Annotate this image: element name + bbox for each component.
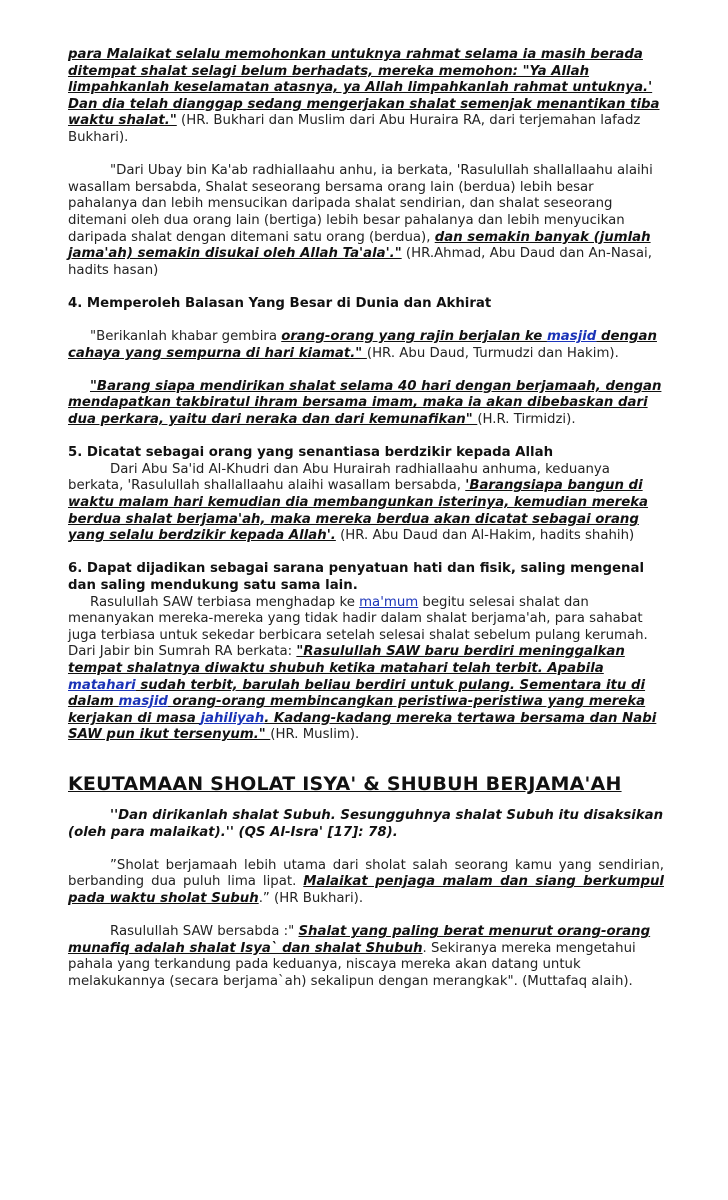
hadith-quote: Malaikat penjaga malam dan siang berkumpul pada waktu sholat Subuh	[68, 874, 664, 906]
hadith-source: . Sekiranya mereka mengetahui pahala yang terkandung pada keduanya, niscaya mereka akan datang untuk melakukannya (secara berjama`ah) sekalipun dengan merangkak". (Muttafaq alaih).	[68, 940, 636, 989]
hadith-quote: dan semakin banyak (jumlah jama'ah) semakin disukai oleh Allah Ta'ala'."	[68, 229, 651, 262]
hadith-text: "Berikanlah khabar gembira	[90, 329, 282, 345]
hadith-source: (HR. Muslim).	[270, 727, 360, 743]
hadith-quote: Shalat yang paling berat menurut orang-orang munafiq adalah shalat Isya` dan shalat Shubuh	[68, 924, 651, 956]
hadith-text: "Dari Ubay bin Ka'ab radhiallaahu anhu, ia berkata, 'Rasulullah shallallaahu alaihi wasallam bersabda, Shalat seseorang bersama orang lain (berdua) lebih besar pahalanya dan lebih mensucikan daripada shalat sendirian, dan shalat seseorang ditemani oleh dua orang lain (bertiga) lebih besar pahalanya dan lebih menyucikan daripada shalat dengan ditemani satu orang (berdua),	[68, 163, 653, 245]
hadith-source: (HR. Bukhari dan Muslim dari Abu Huraira RA, dari terjemahan lafadz Bukhari).	[68, 113, 641, 145]
heading-point-6: 6. Dapat dijadikan sebagai sarana penyatuan hati dan fisik, saling mengenal dan saling mendukung satu sama lain.	[68, 561, 645, 593]
hadith-quote: orang-orang membincangkan peristiwa-peristiwa yang mereka kerjakan di masa	[68, 694, 646, 726]
quran-verse: ''Dan dirikanlah shalat Subuh. Sesungguhnya shalat Subuh itu disaksikan (oleh para malaikat).'' (QS Al-Isra' [17]: 78).	[68, 807, 664, 840]
matahari-link[interactable]: matahari	[68, 677, 136, 693]
hadith-quote: para Malaikat selalu memohonkan untuknya rahmat selama ia masih berada ditempat shalat selagi belum berhadats, mereka memohon: "Ya Allah limpahkanlah keselamatan atasnya, ya Allah limpahkanlah rahmat untuknya.' Dan dia telah dianggap sedang mengerjakan shalat semenjak menantikan tiba waktu shalat."	[68, 47, 660, 129]
masjid-link[interactable]: masjid	[546, 329, 597, 345]
heading-point-4: 4. Memperoleh Balasan Yang Besar di Dunia dan Akhirat	[68, 295, 492, 311]
hadith-text: Dari Abu Sa'id Al-Khudri dan Abu Hurairah radhiallaahu anhuma, keduanya berkata, 'Rasulullah shallallaahu alaihi wasallam bersabda,	[68, 461, 610, 494]
hadith-quote: dengan cahaya yang sempurna di hari kiamat."	[68, 329, 657, 361]
jahiliyah-link[interactable]: jahiliyah	[200, 710, 265, 726]
paragraph-ubay	[68, 163, 664, 279]
hadith-text: ”Sholat berjamaah lebih utama dari sholat salah seorang kamu yang sendirian, berbanding dua puluh lima lipat.	[68, 857, 664, 890]
paragraph-40-hari	[68, 379, 664, 429]
section-title: KEUTAMAAN SHOLAT ISYA' & SHUBUH BERJAMA'AH	[68, 772, 622, 795]
masjid-link[interactable]: masjid	[118, 694, 168, 710]
hadith-quote: orang-orang yang rajin berjalan ke	[281, 329, 547, 345]
hadith-quote: "Barang siapa mendirikan shalat selama 40 hari dengan berjamaah, dengan mendapatkan takbiratul ihram bersama imam, maka ia akan dibebaskan dari dua perkara, yaitu dari neraka dan dari kemunafikan"	[68, 378, 662, 428]
paragraph-khabar-gembira	[68, 329, 664, 362]
paragraph-abu-said	[68, 462, 664, 545]
paragraph-malaikat	[68, 47, 664, 147]
hadith-quote: sudah terbit, barulah beliau berdiri untuk pulang. Sementara itu di dalam	[68, 677, 646, 710]
body-text: begitu selesai shalat dan menanyakan mereka-mereka yang tidak hadir dalam shalat berjama'ah, para sahabat juga terbiasa untuk sekedar berbicara setelah selesai shalat sebelum pulang kerumah. Dari Jabir bin Sumrah RA berkata:	[68, 594, 648, 660]
hadith-source: (HR. Abu Daud dan Al-Hakim, hadits shahih)	[335, 528, 635, 544]
hadith-source: (HR. Abu Daud, Turmudzi dan Hakim).	[366, 345, 619, 361]
paragraph-isya-shubuh	[68, 924, 664, 990]
hadith-text: Rasulullah SAW bersabda :"	[110, 924, 299, 940]
document-page	[68, 47, 664, 990]
hadith-quote: . Kadang-kadang mereka tertawa bersama dan Nabi SAW pun ikut tersenyum."	[68, 710, 657, 743]
hadith-quote: "Rasulullah SAW baru berdiri meninggalkan tempat shalatnya diwaktu shubuh ketika matahari telah terbit. Apabila	[68, 644, 625, 676]
hadith-quote: 'Barangsiapa bangun di waktu malam hari kemudian dia membangunkan isterinya, kemudian mereka berdua shalat berjama'ah, maka mereka berdua akan dicatat sebagai orang yang selalu berdzikir kepada Allah'.	[68, 478, 649, 544]
heading-point-5: 5. Dicatat sebagai orang yang senantiasa berdzikir kepada Allah	[68, 445, 554, 461]
hadith-source: (HR.Ahmad, Abu Daud dan An-Nasai, hadits hasan)	[68, 246, 652, 278]
paragraph-sholat-berjamaah	[68, 858, 664, 908]
body-text: Rasulullah SAW terbiasa menghadap ke	[90, 594, 360, 610]
hadith-source: .” (HR Bukhari).	[258, 890, 364, 906]
mamum-link[interactable]: ma'mum	[359, 594, 419, 610]
hadith-source: (H.R. Tirmidzi).	[477, 412, 576, 428]
paragraph-rasulullah-mamum	[68, 595, 664, 744]
